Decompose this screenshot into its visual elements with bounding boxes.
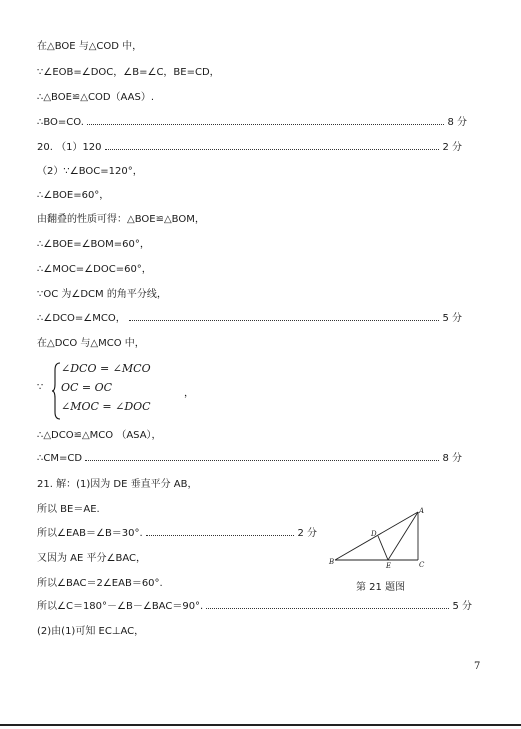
label-e: E xyxy=(386,562,392,570)
proof-line: 在△DCO 与△MCO 中， xyxy=(37,338,145,349)
proof-line-with-score xyxy=(37,312,462,326)
segment-ea xyxy=(388,512,418,560)
proof-line: ∴∠BOE=60°， xyxy=(37,190,110,201)
score-mark: 5 分 xyxy=(452,601,472,612)
label-b: B xyxy=(329,558,335,566)
proof-text: 所以∠EAB＝∠B＝30°. xyxy=(37,528,143,539)
proof-line: 在△BOE 与△COD 中， xyxy=(37,41,143,52)
proof-line: 由翻叠的性质可得：△BOE≌△BOM， xyxy=(37,214,205,225)
dot-leader xyxy=(146,535,295,536)
label-a: A xyxy=(419,507,425,515)
proof-line-with-score xyxy=(37,116,467,130)
figure-caption: 第 21 题图 xyxy=(356,582,406,593)
dot-leader xyxy=(129,320,440,321)
page-divider xyxy=(0,724,521,726)
proof-line: ∵∠EOB=∠DOC，∠B=∠C，BE=CD， xyxy=(37,67,220,78)
proof-line-with-score xyxy=(37,600,472,614)
dot-leader xyxy=(105,149,440,150)
equation-3: ∠MOC = ∠DOC xyxy=(61,400,151,413)
system-comma: ， xyxy=(184,388,194,399)
score-mark: 5 分 xyxy=(442,313,462,324)
because-symbol: ∵ xyxy=(37,382,44,393)
proof-line-with-score xyxy=(37,452,462,466)
score-mark: 8 分 xyxy=(442,453,462,464)
proof-line: 又因为 AE 平分∠BAC， xyxy=(37,553,146,564)
proof-line: 所以 BE＝AE. xyxy=(37,504,100,515)
segment-ed xyxy=(378,536,388,560)
proof-line: ∴△DCO≌△MCO （ASA）， xyxy=(37,430,162,441)
score-mark: 2 分 xyxy=(297,528,317,539)
proof-line: （2）∵∠BOC=120°， xyxy=(37,166,143,177)
equation-1: ∠DCO = ∠MCO xyxy=(61,362,151,375)
question-21-header: 21. 解：(1)因为 DE 垂直平分 AB， xyxy=(37,479,198,490)
dot-leader xyxy=(87,124,445,125)
dot-leader xyxy=(206,608,449,609)
dot-leader xyxy=(85,460,439,461)
proof-text: 所以∠C＝180°－∠B－∠BAC＝90°. xyxy=(37,601,204,612)
page-number: 7 xyxy=(474,661,481,672)
proof-line: ∴△BOE≌△COD（AAS）. xyxy=(37,92,155,103)
proof-line: 所以∠BAC＝2∠EAB＝60°. xyxy=(37,578,163,589)
label-d: D xyxy=(371,530,377,538)
question-20-header xyxy=(37,141,462,155)
proof-line: ∴∠MOC=∠DOC=60°， xyxy=(37,264,152,275)
left-brace-icon xyxy=(51,362,61,420)
proof-line: ∴∠BOE=∠BOM=60°， xyxy=(37,239,150,250)
proof-text: ∴CM=CD xyxy=(37,453,83,464)
score-mark: 8 分 xyxy=(447,117,467,128)
equation-system xyxy=(37,360,237,420)
proof-line: (2)由(1)可知 EC⊥AC， xyxy=(37,626,145,637)
proof-text: ∴∠DCO=∠MCO， xyxy=(37,313,126,324)
proof-line: ∵OC 为∠DCM 的角平分线， xyxy=(37,289,167,300)
proof-text: ∴BO=CO. xyxy=(37,117,84,128)
score-mark: 2 分 xyxy=(442,142,462,153)
proof-line-with-score xyxy=(37,527,317,541)
label-c: C xyxy=(419,561,425,569)
proof-text: 20. （1）120 xyxy=(37,142,102,153)
equation-2: OC = OC xyxy=(61,381,113,394)
